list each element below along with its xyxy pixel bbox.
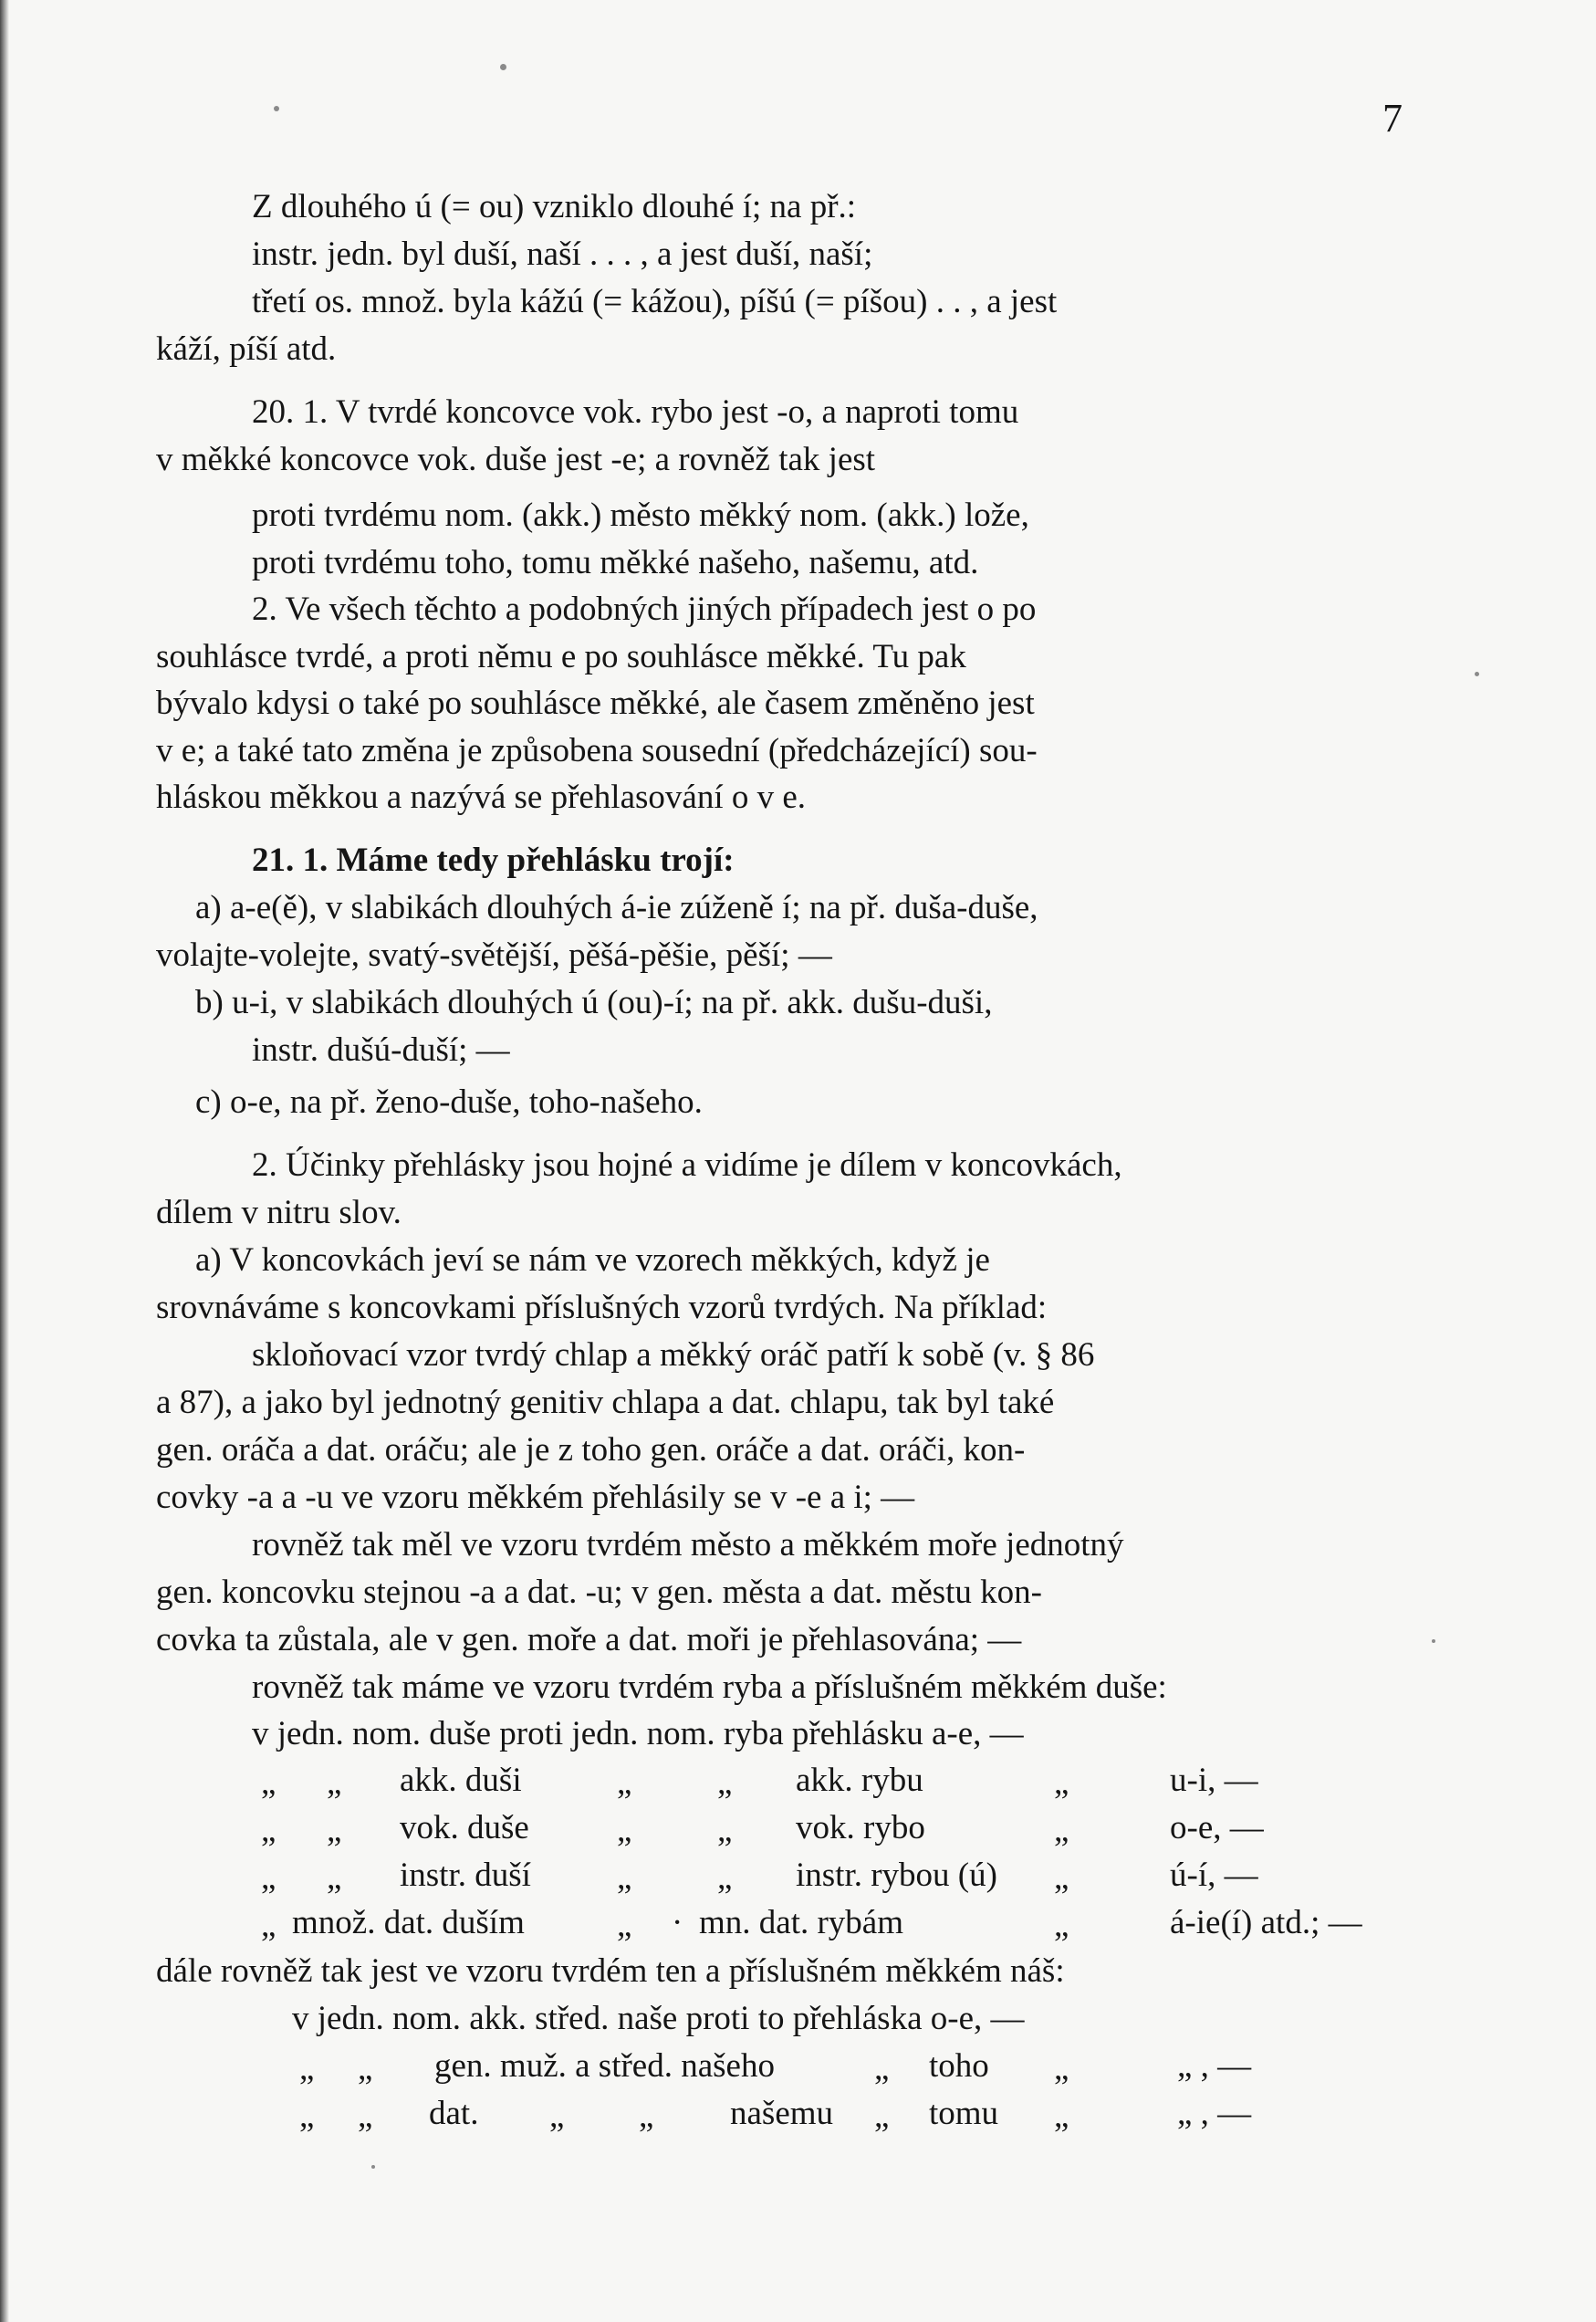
ditto-mark: „ (617, 1812, 632, 1849)
text-line: dílem v nitru slov. (156, 1194, 402, 1231)
ditto-mark: „ (261, 1764, 276, 1802)
text-line: v měkké koncovce vok. duše jest -e; a rovněž tak jest (156, 441, 876, 478)
text-line: třetí os. množ. byla kážú (= kážou), píšú (= píšou) . . , a jest (252, 283, 1058, 320)
text-line: covka ta zůstala, ale v gen. moře a dat. moři je přehlasována; — (156, 1621, 1022, 1658)
ditto-mark: „ (717, 1764, 733, 1802)
table-cell-change: á-ie(í) atd.; — (1170, 1904, 1362, 1941)
ditto-mark: · (672, 1904, 683, 1941)
text-line: v jedn. nom. akk. střed. naše proti to přehláska o-e, — (292, 2000, 1025, 2037)
ditto-mark: „ (299, 2050, 315, 2087)
page-number: 7 (1382, 96, 1403, 141)
table-cell-compare: tomu (929, 2095, 999, 2132)
text-line: 20. 1. V tvrdé koncovce vok. rybo jest -o, a naproti tomu (252, 393, 1019, 431)
text-line: gen. koncovku stejnou -a a dat. -u; v gen. města a dat. městu kon- (156, 1574, 1042, 1611)
text-line: a 87), a jako byl jednotný genitiv chlapa a dat. chlapu, tak byl také (156, 1384, 1055, 1421)
ditto-mark: „ (1054, 1907, 1069, 1944)
table-cell-compare: akk. rybu (796, 1762, 923, 1799)
ditto-mark: „ (1054, 1764, 1069, 1802)
text-line: rovněž tak máme ve vzoru tvrdém ryba a příslušném měkkém duše: (252, 1668, 1167, 1706)
ditto-mark: „ (327, 1764, 342, 1802)
table-cell-change: u-i, — (1170, 1762, 1258, 1799)
ditto-mark: „ (327, 1859, 342, 1897)
table-cell-change: ú-í, — (1170, 1857, 1258, 1894)
table-cell-compare: vok. rybo (796, 1809, 925, 1846)
table-cell-compare: toho (929, 2047, 989, 2085)
text-line: v jedn. nom. duše proti jedn. nom. ryba přehlásku a-e, — (252, 1715, 1024, 1752)
table-cell-change: „ , — (1177, 2047, 1252, 2085)
text-line: proti tvrdému nom. (akk.) město měkký nom. (akk.) lože, (252, 497, 1029, 534)
text-line: skloňovací vzor tvrdý chlap a měkký oráč patří k sobě (v. § 86 (252, 1336, 1095, 1374)
ditto-mark: „ (717, 1859, 733, 1897)
text-line: bývalo kdysi o také po souhlásce měkké, ale časem změněno jest (156, 685, 1035, 722)
table-cell-form: akk. duši (400, 1762, 522, 1799)
ditto-mark: „ (261, 1859, 276, 1897)
ditto-mark: „ (639, 2097, 654, 2135)
table-cell-compare: mn. dat. rybám (699, 1904, 904, 1941)
text-line: srovnáváme s koncovkami příslušných vzorů tvrdých. Na příklad: (156, 1289, 1048, 1326)
table-cell-form: množ. dat. duším (292, 1904, 525, 1941)
ditto-mark: „ (617, 1859, 632, 1897)
text-line: instr. jedn. byl duší, naší . . . , a jest duší, naší; (252, 235, 873, 273)
ditto-mark: „ (1054, 1812, 1069, 1849)
text-line: a) a-e(ě), v slabikách dlouhých á-ie zúženě í; na př. duša-duše, (195, 889, 1038, 926)
ditto-mark: „ (358, 2050, 373, 2087)
text-line: v e; a také tato změna je způsobena sousední (předcházející) sou- (156, 732, 1038, 769)
ditto-mark: „ (261, 1907, 276, 1944)
ditto-mark: „ (1054, 1859, 1069, 1897)
ditto-mark: „ (717, 1812, 733, 1849)
table-cell-form: dat. (429, 2095, 479, 2132)
ditto-mark: „ (617, 1764, 632, 1802)
text-line: instr. dušú-duší; — (252, 1031, 510, 1069)
table-cell-form: gen. muž. a střed. našeho (434, 2047, 775, 2085)
text-line: covky -a a -u ve vzoru měkkém přehlásily se v -e a i; — (156, 1479, 915, 1516)
ditto-mark: „ (327, 1812, 342, 1849)
ditto-mark: „ (358, 2097, 373, 2135)
text-line: 2. Ve všech těchto a podobných jiných případech jest o po (252, 591, 1037, 628)
text-line: c) o-e, na př. ženo-duše, toho-našeho. (195, 1083, 703, 1121)
table-cell-change: o-e, — (1170, 1809, 1264, 1846)
table-cell-form: instr. duší (400, 1857, 531, 1894)
text-line: 21. 1. Máme tedy přehlásku trojí: (252, 842, 735, 879)
text-line: dále rovněž tak jest ve vzoru tvrdém ten a příslušném měkkém náš: (156, 1952, 1065, 1990)
text-line: a) V koncovkách jeví se nám ve vzorech měkkých, když je (195, 1241, 990, 1279)
ditto-mark: „ (261, 1812, 276, 1849)
ditto-mark: „ (1054, 2097, 1069, 2135)
text-line: proti tvrdému toho, tomu měkké našeho, našemu, atd. (252, 544, 979, 581)
table-cell-compare-a: našemu (730, 2095, 834, 2132)
ditto-mark: „ (549, 2097, 565, 2135)
ditto-mark: „ (299, 2097, 315, 2135)
text-line: Z dlouhého ú (= ou) vzniklo dlouhé í; na př.: (252, 188, 857, 225)
text-line: 2. Účinky přehlásky jsou hojné a vidíme je dílem v koncovkách, (252, 1146, 1122, 1184)
text-line: b) u-i, v slabikách dlouhých ú (ou)-í; na př. akk. dušu-duši, (195, 984, 993, 1021)
text-line: rovněž tak měl ve vzoru tvrdém město a měkkém moře jednotný (252, 1526, 1124, 1564)
table-cell-change: „ , — (1177, 2095, 1252, 2132)
table-cell-form: vok. duše (400, 1809, 529, 1846)
text-line: volajte-volejte, svatý-světější, pěšá-pěšie, pěší; — (156, 936, 832, 974)
text-line: hláskou měkkou a nazývá se přehlasování o v e. (156, 779, 807, 816)
ditto-mark: „ (874, 2050, 890, 2087)
ditto-mark: „ (617, 1907, 632, 1944)
ditto-mark: „ (1054, 2050, 1069, 2087)
ditto-mark: „ (874, 2097, 890, 2135)
text-line: gen. oráča a dat. oráču; ale je z toho gen. oráče a dat. oráči, kon- (156, 1431, 1026, 1469)
text-line: souhlásce tvrdé, a proti němu e po souhlásce měkké. Tu pak (156, 638, 966, 675)
text-line: káží, píší atd. (156, 330, 337, 368)
table-cell-compare: instr. rybou (ú) (796, 1857, 997, 1894)
